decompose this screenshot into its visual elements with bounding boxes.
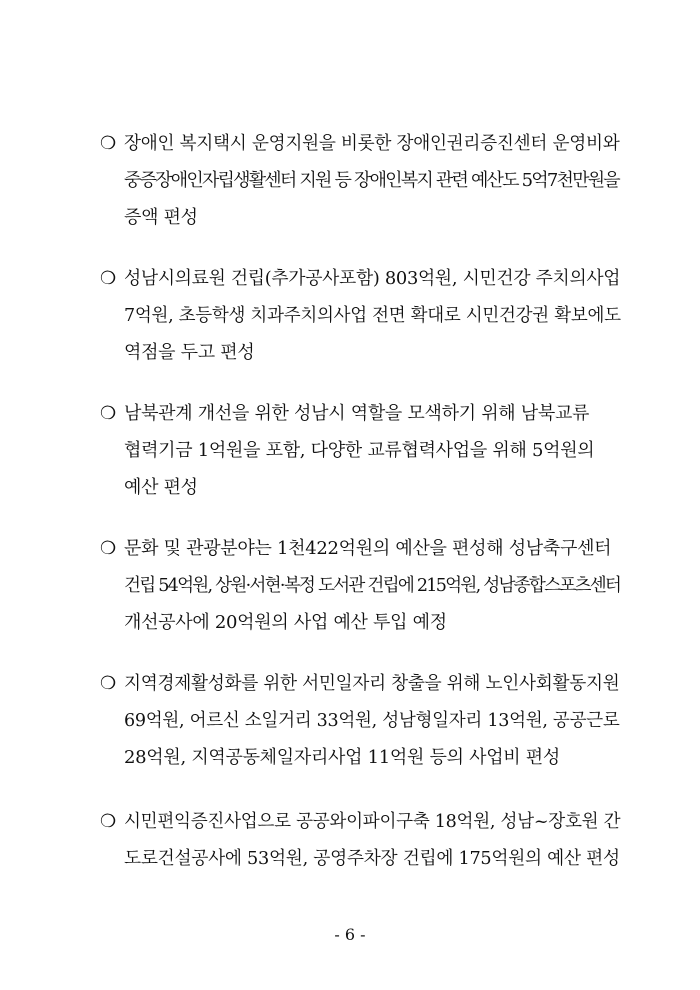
paragraph-line: 7억원, 초등학생 치과주치의사업 전면 확대로 시민건강권 확보에도 [124, 305, 621, 326]
circle-bullet-icon: ❍ [100, 811, 117, 832]
circle-bullet-icon: ❍ [100, 403, 117, 424]
paragraph-line: 도로건설공사에 53억원, 공영주차장 건립에 175억원의 예산 편성 [124, 848, 620, 869]
paragraph-item [100, 803, 620, 877]
circle-bullet-icon: ❍ [100, 133, 117, 154]
paragraph-line: 성남시의료원 건립(추가공사포함) 803억원, 시민건강 주치의사업 [124, 268, 621, 289]
paragraph-line: 증액 편성 [124, 207, 198, 228]
paragraph-line: 지역경제활성화를 위한 서민일자리 창출을 위해 노인사회활동지원 [124, 673, 620, 694]
paragraph-item [100, 395, 620, 506]
paragraph-line: 28억원, 지역공동체일자리사업 11억원 등의 사업비 편성 [124, 747, 560, 768]
paragraph-line: 개선공사에 20억원의 사업 예산 투입 예정 [124, 612, 447, 633]
paragraph-line: 69억원, 어르신 소일거리 33억원, 성남형일자리 13억원, 공공근로 [124, 710, 620, 731]
paragraph-line: 문화 및 관광분야는 1천422억원의 예산을 편성해 성남축구센터 [124, 538, 612, 559]
page-number: - 6 - [334, 925, 366, 944]
paragraph-line: 장애인 복지택시 운영지원을 비롯한 장애인권리증진센터 운영비와 [124, 133, 620, 154]
paragraph-line: 건립 54억원, 상원·서현·복정 도서관 건립에 215억원, 성남종합스포츠센터 [124, 575, 621, 596]
paragraph-line: 예산 편성 [124, 477, 198, 498]
paragraph-line: 협력기금 1억원을 포함, 다양한 교류협력사업을 위해 5억원의 [124, 440, 595, 461]
paragraph-item [100, 530, 620, 641]
paragraph-item [100, 665, 620, 776]
paragraph-line: 중증장애인자립생활센터 지원 등 장애인복지 관련 예산도 5억7천만원을 [124, 170, 619, 191]
paragraph-line: 남북관계 개선을 위한 성남시 역할을 모색하기 위해 남북교류 [124, 403, 590, 424]
paragraph-item [100, 125, 620, 236]
paragraph-line: 역점을 두고 편성 [124, 342, 255, 363]
circle-bullet-icon: ❍ [100, 268, 117, 289]
circle-bullet-icon: ❍ [100, 673, 117, 694]
paragraph-line: 시민편익증진사업으로 공공와이파이구축 18억원, 성남~장호원 간 [124, 811, 621, 832]
paragraph-item [100, 260, 620, 371]
circle-bullet-icon: ❍ [100, 538, 117, 559]
